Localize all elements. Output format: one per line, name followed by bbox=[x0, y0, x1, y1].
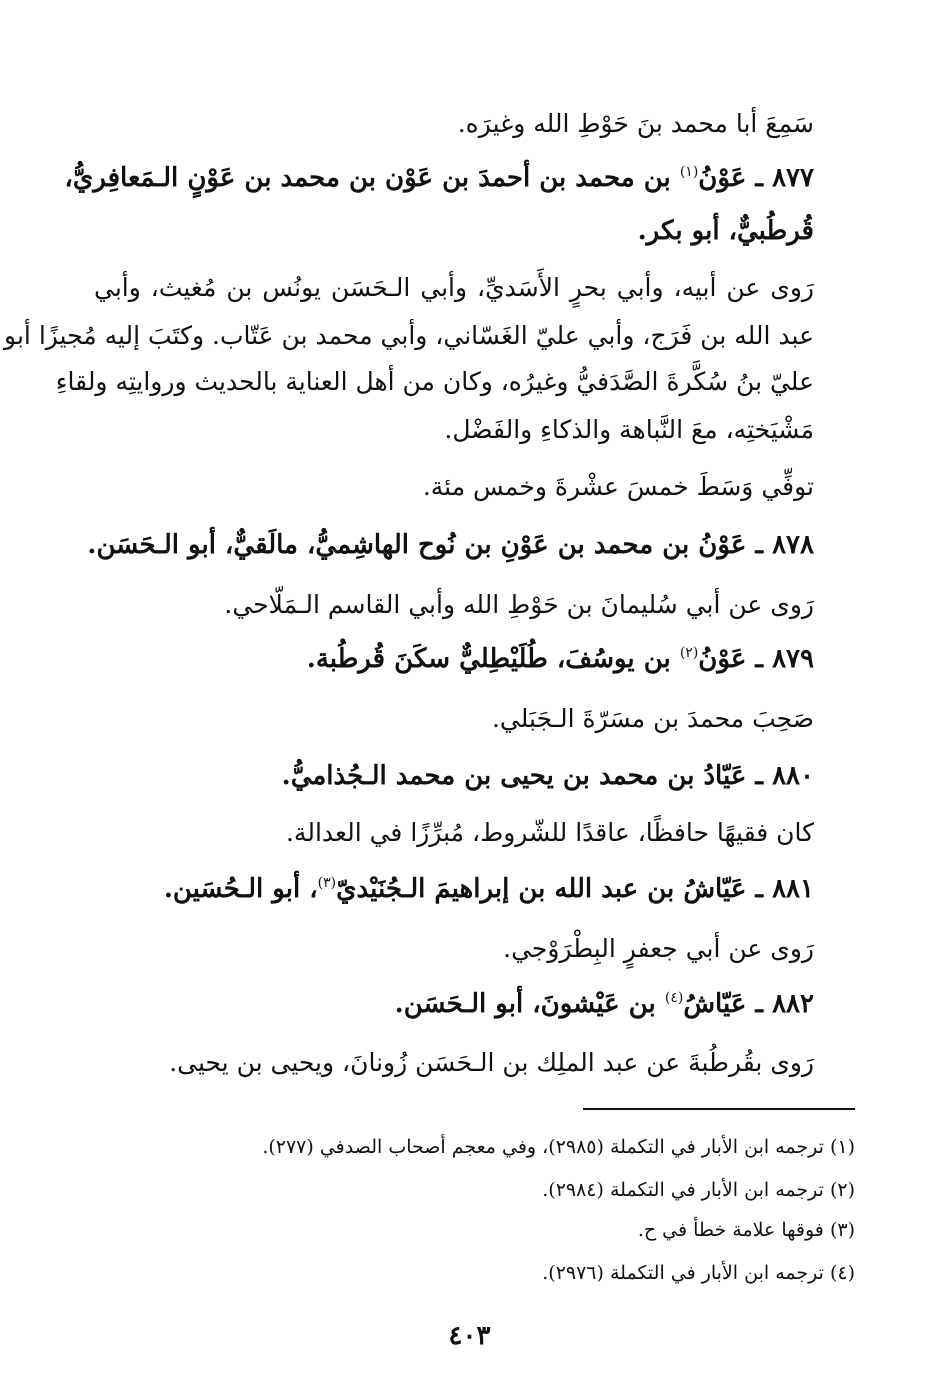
footnote-mark: (٢) bbox=[829, 1179, 855, 1201]
entry-number: ٨٧٩ bbox=[772, 644, 814, 674]
paragraph-line: رَوى بقُرطُبةَ عن عبد الملِك بن الـحَسَن زُونانَ، ويحيى بن يحيى. bbox=[169, 1048, 814, 1077]
entry-heading-877-cont: قُرطُبيٌّ، أبو بكر. bbox=[637, 216, 814, 246]
entry-number: ٨٨٠ bbox=[772, 761, 814, 791]
entry-heading-880: ٨٨٠ ـ عَيّادُ بن محمد بن يحيى بن محمد الـجُذاميُّ. bbox=[281, 761, 814, 791]
entry-number: ٨٧٨ bbox=[772, 530, 814, 560]
footnote-divider bbox=[583, 1108, 855, 1110]
paragraph-line: مَشْيَختِه، معَ النَّباهة والذكاءِ والفَضْل. bbox=[444, 415, 814, 444]
entry-dash: ـ bbox=[755, 874, 764, 904]
footnote-text: ترجمه ابن الأبار في التكملة (٢٩٨٥)، وفي معجم أصحاب الصدفي (٢٧٧). bbox=[262, 1136, 824, 1158]
entry-heading-881: ٨٨١ ـ عَيّاشُ بن عبد الله بن إبراهيمَ الـجُنَيْديّ$^{(٣)}$، أبو الـحُسَين. bbox=[163, 874, 814, 904]
footnote-2 bbox=[95, 1175, 855, 1205]
paragraph-line: توفِّي وَسَطَ خمسَ عشْرةَ وخمس مئة. bbox=[422, 472, 814, 501]
paragraph-line: رَوى عن أبي سُليمانَ بن حَوْطِ الله وأبي القاسم الـمَلّاحي. bbox=[224, 590, 814, 619]
footnote-mark: (١) bbox=[829, 1136, 855, 1158]
footnote-text: ترجمه ابن الأبار في التكملة (٢٩٧٦). bbox=[542, 1262, 824, 1284]
paragraph-line: صَحِبَ محمدَ بن مسَرّةَ الـجَبَلي. bbox=[491, 704, 814, 733]
footnote-mark: (٤) bbox=[829, 1262, 855, 1284]
paragraph-line: رَوى عن أبيه، وأبي بحرٍ الأَسَديِّ، وأبي الـحَسَن يونُس بن مُغيث، وأبي bbox=[94, 273, 814, 302]
entry-heading-878: ٨٧٨ ـ عَوْنُ بن محمد بن عَوْنِ بن نُوح الهاشِميُّ، مالَقيٌّ، أبو الـحَسَن. bbox=[87, 530, 814, 560]
footnote-marker: (١) bbox=[679, 164, 699, 180]
entry-dash: ـ bbox=[755, 989, 764, 1019]
footnote-1 bbox=[95, 1132, 855, 1162]
footnote-marker: (٢) bbox=[679, 645, 699, 661]
footnote-marker: (٤) bbox=[664, 990, 684, 1006]
footnote-4 bbox=[95, 1258, 855, 1288]
entry-dash: ـ bbox=[755, 163, 764, 193]
footnote-marker: (٣) bbox=[317, 875, 337, 891]
footnote-mark: (٣) bbox=[829, 1219, 855, 1241]
page-number: ٤٠٣ bbox=[448, 1321, 491, 1351]
entry-heading-882: ٨٨٢ ـ عَيّاشُ$^{(٤)}$ بن عَيْشونَ، أبو الـحَسَن. bbox=[394, 989, 814, 1019]
entry-heading-879: ٨٧٩ ـ عَوْنُ$^{(٢)}$ بن يوسُفَ، طُلَيْطِليٌّ سكَنَ قُرطُبة. bbox=[306, 644, 814, 674]
entry-heading-877: ٨٧٧ ـ عَوْنُ$^{(١)}$ بن محمد بن أحمدَ بن عَوْن بن محمد بن عَوْنٍ الـمَعافِريُّ، bbox=[64, 163, 814, 193]
entry-dash: ـ bbox=[755, 530, 764, 560]
entry-number: ٨٧٧ bbox=[772, 163, 814, 193]
paragraph-line: كان فقيهًا حافظًا، عاقدًا للشّروط، مُبرِّزًا في العدالة. bbox=[285, 818, 814, 847]
paragraph-line: عليّ بنُ سُكَّرةَ الصَّدَفيُّ وغيرُه، وكان من أهل العناية بالحديث وروايتِه ولقاءِ bbox=[55, 367, 814, 396]
entry-dash: ـ bbox=[755, 644, 764, 674]
footnote-text: ترجمه ابن الأبار في التكملة (٢٩٨٤). bbox=[542, 1179, 824, 1201]
footnote-text: فوقها علامة خطأ في ح. bbox=[637, 1219, 824, 1241]
text-line: سَمِعَ أبا محمد بنَ حَوْطِ الله وغيرَه. bbox=[457, 109, 814, 138]
paragraph-line: رَوى عن أبي جعفرٍ البِطْرَوْجي. bbox=[503, 934, 814, 963]
entry-dash: ـ bbox=[755, 761, 764, 791]
entry-number: ٨٨١ bbox=[772, 874, 814, 904]
footnote-3 bbox=[95, 1215, 855, 1245]
entry-number: ٨٨٢ bbox=[772, 989, 814, 1019]
paragraph-line: عبد الله بن فَرَج، وأبي عليّ الغَسّاني، وأبي محمد بن عَتّاب. وكتَبَ إليه مُجيزًا أبو bbox=[4, 321, 814, 350]
